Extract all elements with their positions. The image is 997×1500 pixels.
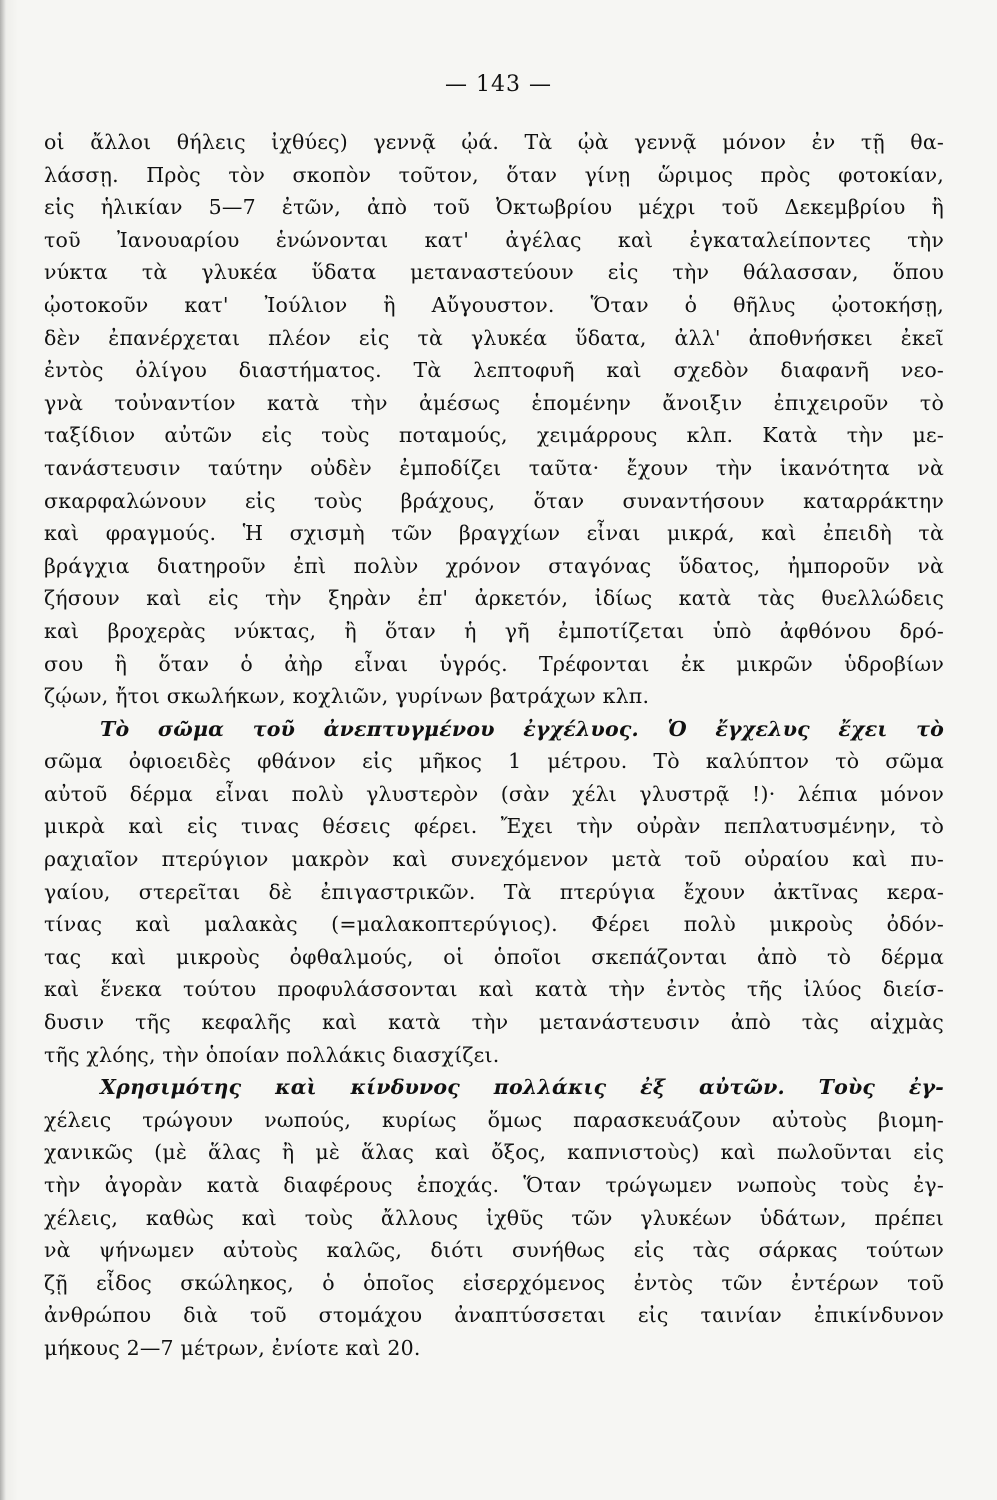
section-heading-usefulness: Χρησιμότης καὶ κίνδυνος πολλάκις ἐξ αὐτῶν. Τοὺς ἐγ- xyxy=(100,1075,944,1100)
text-line: μήκους 2—7 μέτρων, ἐνίοτε καὶ 20. xyxy=(44,1335,421,1360)
text-line: ζῴων, ἤτοι σκωλήκων, κοχλιῶν, γυρίνων βατράχων κλπ. xyxy=(44,684,650,709)
text-line: νύκτα τὰ γλυκέα ὕδατα μεταναστεύουν εἰς τὴν θάλασσαν, ὅπου xyxy=(44,260,944,285)
text-line: βράγχια διατηροῦν ἐπὶ πολὺν χρόνον σταγόνας ὕδατος, ἠμποροῦν νὰ xyxy=(44,553,944,578)
text-line: χέλεις, καθὼς καὶ τοὺς ἄλλους ἰχθῦς τῶν γλυκέων ὑδάτων, πρέπει xyxy=(44,1205,944,1230)
text-line: ραχιαῖον πτερύγιον μακρὸν καὶ συνεχόμενον μετὰ τοῦ οὐραίου καὶ πυ- xyxy=(44,847,944,872)
text-line: τανάστευσιν ταύτην οὐδὲν ἐμποδίζει ταῦτα· ἔχουν τὴν ἱκανότητα νὰ xyxy=(44,455,944,480)
text-line: δυσιν τῆς κεφαλῆς καὶ κατὰ τὴν μετανάστευσιν ἀπὸ τὰς αἰχμὰς xyxy=(44,1010,944,1035)
text-line: καὶ βροχερὰς νύκτας, ἢ ὅταν ἡ γῆ ἐμποτίζεται ὑπὸ ἀφθόνου δρό- xyxy=(44,618,944,643)
text-line: χέλεις τρώγουν νωπούς, κυρίως ὅμως παρασκευάζουν αὐτοὺς βιομη- xyxy=(44,1107,944,1132)
text-line: ἐντὸς ὀλίγου διαστήματος. Τὰ λεπτοφυῆ καὶ σχεδὸν διαφανῆ νεο- xyxy=(44,358,944,383)
text-line: σου ἢ ὅταν ὁ ἀὴρ εἶναι ὑγρός. Τρέφονται ἐκ μικρῶν ὑδροβίων xyxy=(44,651,944,676)
text-line: τοῦ Ἰανουαρίου ἑνώνονται κατ' ἀγέλας καὶ ἐγκαταλείποντες τὴν xyxy=(44,227,944,252)
text-line: καὶ ἕνεκα τούτου προφυλάσσονται καὶ κατὰ τὴν ἐντὸς τῆς ἰλύος διείσ- xyxy=(44,977,944,1002)
text-line: τας καὶ μικροὺς ὀφθαλμούς, οἱ ὁποῖοι σκεπάζονται ἀπὸ τὸ δέρμα xyxy=(44,944,944,969)
text-line: λάσσῃ. Πρὸς τὸν σκοπὸν τοῦτον, ὅταν γίνῃ ὥριμος πρὸς φοτοκίαν, xyxy=(44,162,944,187)
text-line: γαίου, στερεῖται δὲ ἐπιγαστρικῶν. Τὰ πτερύγια ἔχουν ἀκτῖνας κερα- xyxy=(44,879,944,904)
page-number: — 143 — xyxy=(445,72,552,97)
text-line: ζῇ εἶδος σκώληκος, ὁ ὁποῖος εἰσερχόμενος ἐντὸς τῶν ἐντέρων τοῦ xyxy=(44,1270,944,1295)
text-line: ᾠοτοκοῦν κατ' Ἰούλιον ἢ Αὔγουστον. Ὅταν ὁ θῆλυς ᾠοτοκήσῃ, xyxy=(44,292,944,317)
text-line: σκαρφαλώνουν εἰς τοὺς βράχους, ὅταν συναντήσουν καταρράκτην xyxy=(44,488,944,513)
text-line: τὴν ἀγορὰν κατὰ διαφέρους ἐποχάς. Ὅταν τρώγωμεν νωποὺς τοὺς ἐγ- xyxy=(44,1173,944,1197)
text-line: χανικῶς (μὲ ἅλας ἢ μὲ ἅλας καὶ ὄξος, καπνιστοὺς) καὶ πωλοῦνται εἰς xyxy=(44,1140,944,1165)
text-line: οἱ ἄλλοι θήλεις ἰχθύες) γεννᾷ ᾠά. Τὰ ᾠὰ γεννᾷ μόνον ἐν τῇ θα- xyxy=(44,130,944,154)
text-line: εἰς ἡλικίαν 5—7 ἐτῶν, ἀπὸ τοῦ Ὀκτωβρίου μέχρι τοῦ Δεκεμβρίου ἢ xyxy=(44,195,944,220)
text-line: ἀνθρώπου διὰ τοῦ στομάχου ἀναπτύσσεται εἰς ταινίαν ἐπικίνδυνον xyxy=(44,1303,944,1328)
section-heading-body: Τὸ σῶμα τοῦ ἀνεπτυγμένου ἐγχέλυος. Ὁ ἔγχελυς ἔχει τὸ xyxy=(100,716,944,741)
body-text xyxy=(44,126,944,1365)
text-line: νὰ ψήνωμεν αὐτοὺς καλῶς, διότι συνήθως εἰς τὰς σάρκας τούτων xyxy=(44,1238,944,1263)
page-edge-shadow xyxy=(0,0,6,1500)
text-line: τῆς χλόης, τὴν ὁποίαν πολλάκις διασχίζει. xyxy=(44,1042,500,1067)
text-line: ταξίδιον αὐτῶν εἰς τοὺς ποταμούς, χειμάρρους κλπ. Κατὰ τὴν με- xyxy=(44,423,944,448)
text-line: αὐτοῦ δέρμα εἶναι πολὺ γλυστερὸν (σὰν χέλι γλυστρᾷ !)· λέπια μόνον xyxy=(44,781,944,806)
text-line: γνὰ τοὐναντίον κατὰ τὴν ἀμέσως ἑπομένην ἄνοιξιν ἐπιχειροῦν τὸ xyxy=(44,390,944,415)
text-line: ζήσουν καὶ εἰς τὴν ξηρὰν ἐπ' ἀρκετόν, ἰδίως κατὰ τὰς θυελλώδεις xyxy=(44,586,944,611)
text-line: μικρὰ καὶ εἰς τινας θέσεις φέρει. Ἔχει τὴν οὐρὰν πεπλατυσμένην, τὸ xyxy=(44,814,944,839)
text-line: δὲν ἐπανέρχεται πλέον εἰς τὰ γλυκέα ὕδατα, ἀλλ' ἀποθνήσκει ἐκεῖ xyxy=(44,325,944,350)
text-line: καὶ φραγμούς. Ἡ σχισμὴ τῶν βραγχίων εἶναι μικρά, καὶ ἐπειδὴ τὰ xyxy=(44,521,944,546)
text-line: σῶμα ὀφιοειδὲς φθάνον εἰς μῆκος 1 μέτρου. Τὸ καλύπτον τὸ σῶμα xyxy=(44,749,944,774)
text-line: τίνας καὶ μαλακὰς (=μαλακοπτερύγιος). Φέρει πολὺ μικροὺς ὀδόν- xyxy=(44,912,944,937)
